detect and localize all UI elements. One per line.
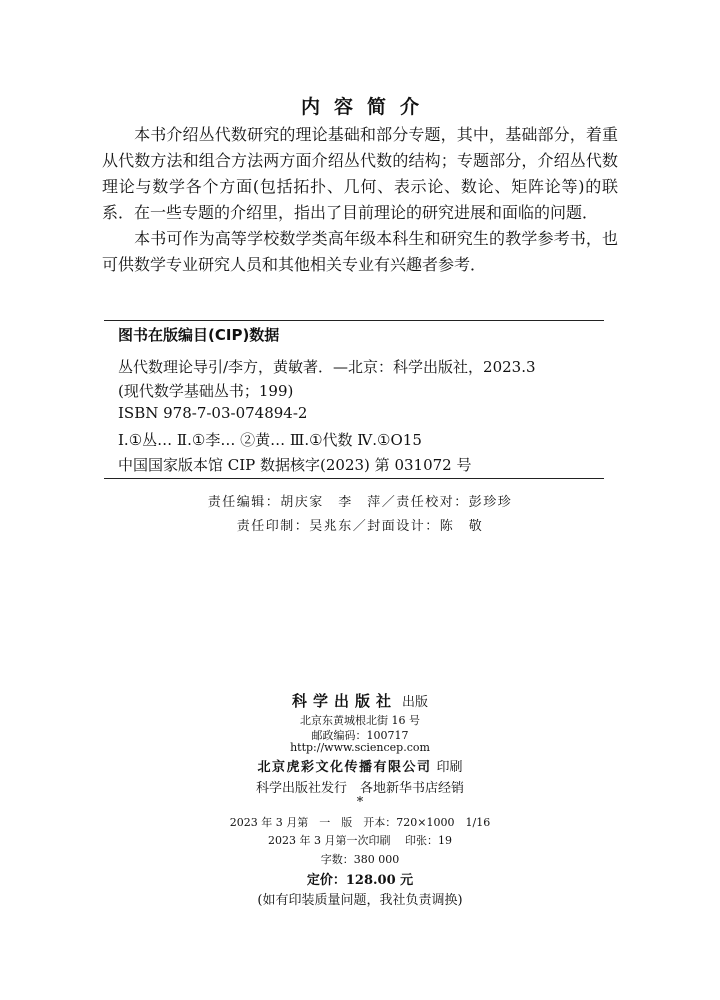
printer-line xyxy=(0,756,720,775)
publisher-address: 北京东黄城根北街 16 号 xyxy=(300,714,420,727)
summary-paragraph-1 xyxy=(102,122,618,226)
summary-paragraph-1-text: 本书介绍丛代数研究的理论基础和部分专题，其中，基础部分，着重从代数方法和组合方法两方面介绍丛代数的结构；专题部分，介绍丛代数理论与数学各个方面(包括拓扑、几何、表示论、数论、矩阵论等)的联系．在一些专题的介绍里，指出了目前理论的研究进展和面临的问题． xyxy=(102,125,618,222)
cip-top-rule xyxy=(104,320,604,321)
publisher-postcode: 邮政编码：100717 xyxy=(311,729,409,742)
publisher-name: 科学出版社 xyxy=(291,692,397,710)
printing-line: 2023 年 3 月第一次印刷 印张：19 xyxy=(268,834,452,847)
staff-line-editors: 责任编辑：胡庆家 李 萍／责任校对：彭珍珍 xyxy=(207,495,513,510)
cip-line-classification: Ⅰ.①丛… Ⅱ.①李… ②黄… Ⅲ.①代数 Ⅳ.①O15 xyxy=(118,431,422,449)
cip-bottom-rule xyxy=(104,478,604,479)
summary-paragraph-2 xyxy=(102,226,618,278)
cip-line-isbn: ISBN 978-7-03-074894-2 xyxy=(118,404,308,422)
summary-paragraph-2-text: 本书可作为高等学校数学类高年级本科生和研究生的教学参考书，也可供数学专业研究人员和其他相关专业有兴趣者参考． xyxy=(102,229,618,274)
printer-suffix: 印刷 xyxy=(436,760,463,775)
staff-line-production: 责任印制：吴兆东／封面设计：陈 敬 xyxy=(236,519,484,534)
cip-heading: 图书在版编目(CIP)数据 xyxy=(118,326,280,344)
word-count: 字数：380 000 xyxy=(320,853,400,866)
cip-line-title: 丛代数理论导引/李方，黄敏著．—北京：科学出版社，2023.3 xyxy=(118,358,536,376)
cip-line-record-number: 中国国家版本馆 CIP 数据核字(2023) 第 031072 号 xyxy=(118,456,472,474)
publisher-line xyxy=(0,690,720,711)
price: 定价：128.00 元 xyxy=(306,873,414,888)
summary-title: 内容简介 xyxy=(300,96,433,118)
distribution-line: 科学出版社发行 各地新华书店经销 xyxy=(255,781,464,796)
publisher-website: http://www.sciencep.com xyxy=(290,741,430,754)
publisher-suffix: 出版 xyxy=(402,695,429,710)
printer-name: 北京虎彩文化传播有限公司 xyxy=(257,760,432,775)
quality-note: (如有印装质量问题，我社负责调换) xyxy=(257,893,463,908)
cip-line-series: (现代数学基础丛书；199) xyxy=(118,382,294,400)
separator-star: * xyxy=(356,795,364,810)
edition-line: 2023 年 3 月第 一 版 开本：720×1000 1/16 xyxy=(229,816,491,829)
